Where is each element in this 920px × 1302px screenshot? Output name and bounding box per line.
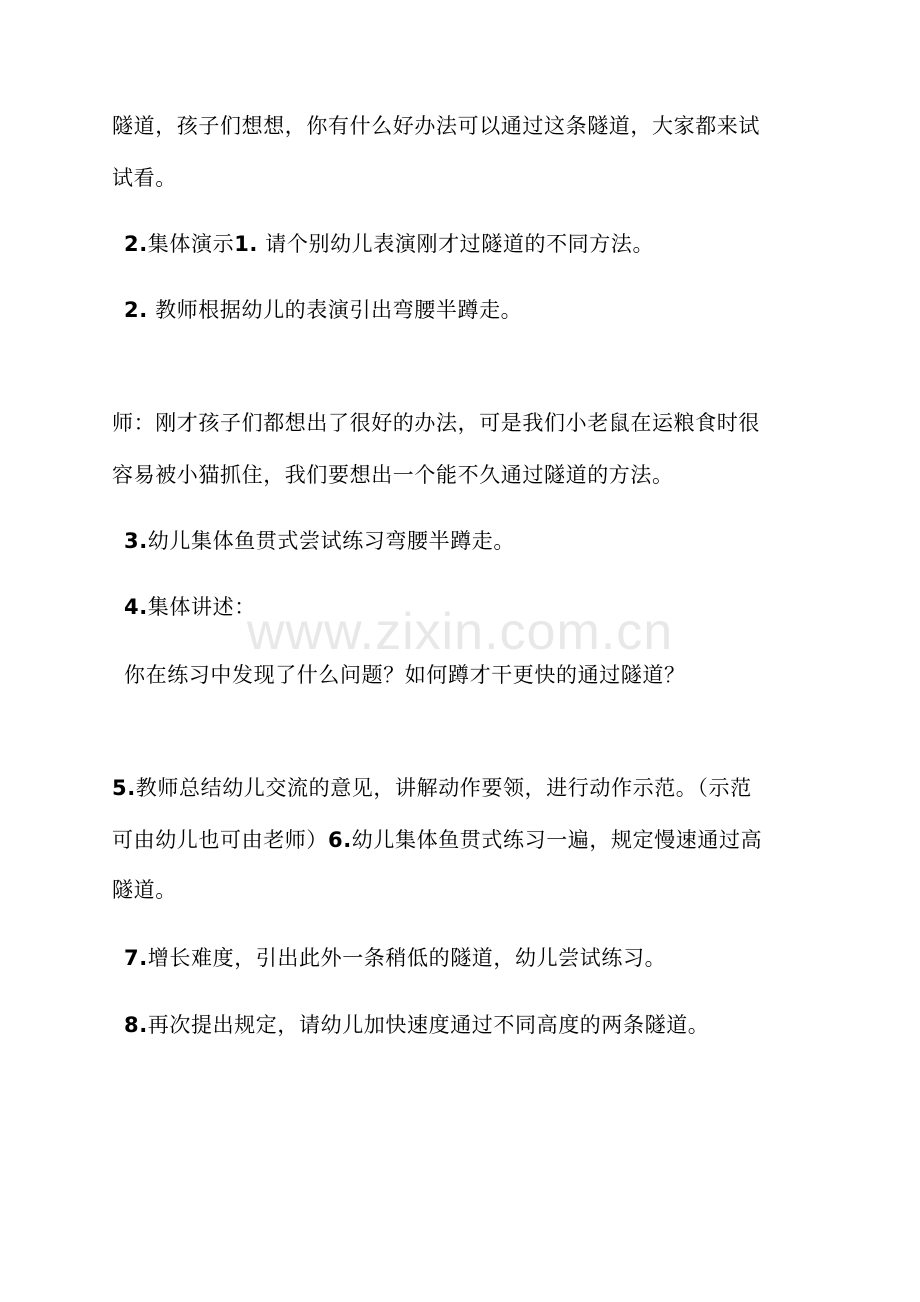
line-text: 集体讲述：	[147, 595, 256, 619]
sub-step-number: 1.	[234, 232, 258, 256]
step-5-line	[112, 774, 752, 802]
paragraph-line	[112, 164, 177, 192]
step-number: 7.	[124, 946, 148, 970]
line-text: 师：刚才孩子们都想出了很好的办法，可是我们小老鼠在运粮食时很	[112, 411, 760, 435]
paragraph-line	[112, 409, 760, 437]
paragraph-line	[112, 112, 760, 140]
step-number: 8.	[124, 1013, 148, 1037]
step-8-line	[124, 1011, 709, 1039]
step-7-line	[124, 944, 666, 972]
step-number: 3.	[124, 529, 148, 553]
line-text: 增长难度，引出此外一条稍低的隧道，幼儿尝试练习。	[147, 946, 667, 970]
line-text: 隧道。	[112, 878, 177, 902]
paragraph-line	[112, 461, 674, 489]
line-text: 集体演示	[147, 232, 235, 256]
line-text: 教师根据幼儿的表演引出弯腰半蹲走。	[147, 298, 523, 322]
step-number: 4.	[124, 595, 148, 619]
step-4-line	[124, 593, 256, 621]
line-text: 试看。	[112, 166, 177, 190]
sub-step-2-line	[124, 296, 522, 324]
step-number: 2.	[124, 232, 148, 256]
line-text: 幼儿集体鱼贯式尝试练习弯腰半蹲走。	[147, 529, 515, 553]
step-number: 5.	[112, 776, 136, 800]
step-6-line	[112, 826, 762, 854]
line-text: 隧道，孩子们想想，你有什么好办法可以通过这条隧道，大家都来试	[112, 114, 760, 138]
line-text: 容易被小猫抓住，我们要想出一个能不久通过隧道的方法。	[112, 463, 674, 487]
line-text: 你在练习中发现了什么问题？如何蹲才干更快的通过隧道？	[124, 663, 686, 687]
step-number: 2.	[124, 298, 148, 322]
paragraph-line	[124, 661, 686, 689]
line-text: 可由幼儿也可由老师）	[112, 828, 328, 852]
watermark: www.zixin.com.cn	[246, 603, 674, 661]
line-text: 幼儿集体鱼贯式练习一遍，规定慢速通过高	[351, 828, 763, 852]
paragraph-line	[112, 876, 177, 904]
step-2-line	[124, 230, 654, 258]
step-number: 6.	[328, 828, 352, 852]
line-text: 请个别幼儿表演刚才过隧道的不同方法。	[258, 232, 655, 256]
line-text: 再次提出规定，请幼儿加快速度通过不同高度的两条隧道。	[147, 1013, 710, 1037]
step-3-line	[124, 527, 515, 555]
line-text: 教师总结幼儿交流的意见，讲解动作要领，进行动作示范。（示范	[135, 776, 752, 800]
